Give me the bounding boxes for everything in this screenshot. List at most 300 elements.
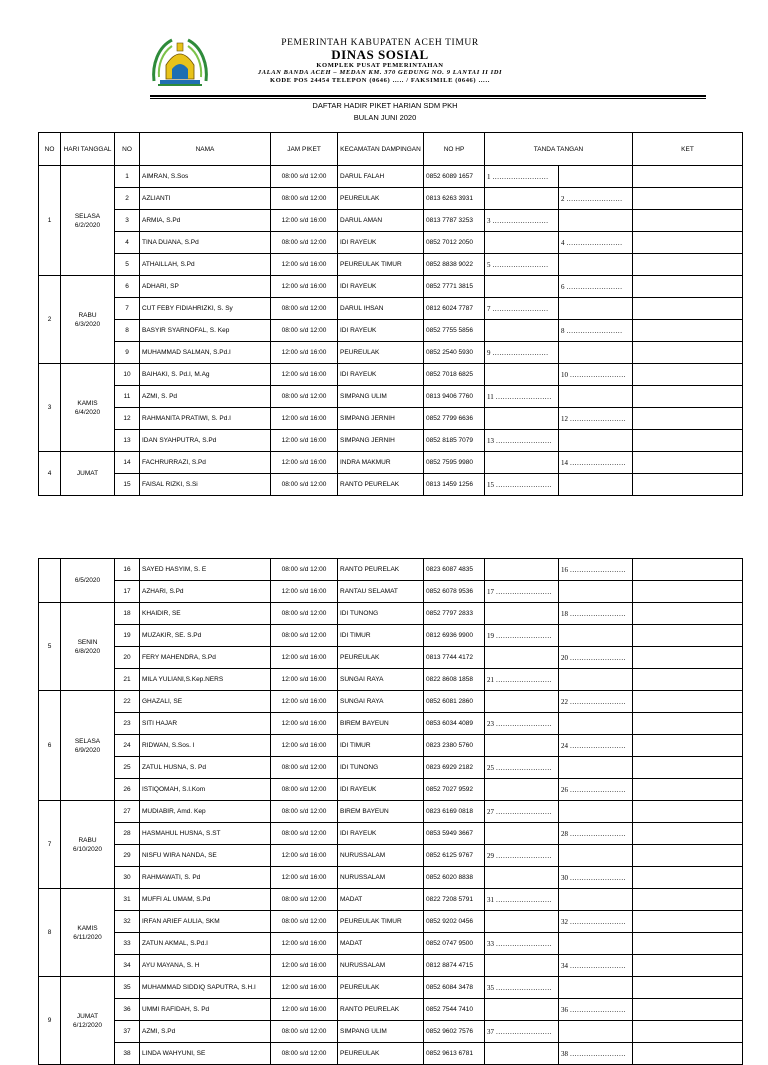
signature-slot-1[interactable]: 37 …………………… [485, 1021, 559, 1043]
person-name: GHAZALI, SE [140, 691, 271, 713]
phone-number: 0852 7012 2050 [424, 232, 485, 254]
district: SUNGAI RAYA [338, 691, 424, 713]
row-number: 35 [115, 977, 140, 999]
remarks-cell[interactable] [633, 801, 743, 823]
signature-slot-1[interactable] [485, 603, 559, 625]
group-date: 6/8/2020 [74, 647, 101, 655]
district: RANTO PEURELAK [338, 559, 424, 581]
shift-time: 12:00 s/d 16:00 [271, 276, 338, 298]
person-name: FERY MAHENDRA, S.Pd [140, 647, 271, 669]
signature-slot-1[interactable] [485, 911, 559, 933]
phone-number: 0823 2380 5760 [424, 735, 485, 757]
phone-number: 0852 7018 6825 [424, 364, 485, 386]
shift-time: 12:00 s/d 16:00 [271, 845, 338, 867]
group-date: 6/9/2020 [74, 746, 101, 754]
row-number: 25 [115, 757, 140, 779]
remarks-cell[interactable] [633, 386, 743, 408]
col-header-ket: KET [633, 133, 743, 166]
phone-number: 0852 6078 9536 [424, 581, 485, 603]
remarks-cell[interactable] [633, 977, 743, 999]
table-row [39, 889, 743, 911]
group-date: 6/2/2020 [74, 221, 101, 229]
remarks-cell[interactable] [633, 669, 743, 691]
person-name: SITI HAJAR [140, 713, 271, 735]
remarks-cell[interactable] [633, 559, 743, 581]
signature-slot-1[interactable]: 21 …………………… [485, 669, 559, 691]
phone-number: 0852 7755 5856 [424, 320, 485, 342]
remarks-cell[interactable] [633, 757, 743, 779]
remarks-cell[interactable] [633, 408, 743, 430]
shift-time: 08:00 s/d 12:00 [271, 166, 338, 188]
signature-slot-1[interactable] [485, 232, 559, 254]
signature-slot-1[interactable] [485, 1043, 559, 1065]
row-number: 23 [115, 713, 140, 735]
group-date: 6/12/2020 [73, 1021, 102, 1029]
district: SIMPANG ULIM [338, 1021, 424, 1043]
group-day: RABU [78, 836, 97, 844]
remarks-cell[interactable] [633, 999, 743, 1021]
person-name: AYU MAYANA, S. H [140, 955, 271, 977]
table-row [39, 867, 743, 889]
row-number: 3 [115, 210, 140, 232]
person-name: BASYIR SYARNOFAL, S. Kep [140, 320, 271, 342]
signature-slot-2[interactable]: 4 …………………… [559, 232, 633, 254]
header-government: PEMERINTAH KABUPATEN ACEH TIMUR [281, 38, 479, 48]
district: NURUSSALAM [338, 845, 424, 867]
table-header-row [39, 133, 743, 166]
signature-slot-1[interactable] [485, 955, 559, 977]
signature-slot-1[interactable]: 1 …………………… [485, 166, 559, 188]
shift-time: 08:00 s/d 12:00 [271, 823, 338, 845]
signature-slot-2[interactable]: 18 …………………… [559, 603, 633, 625]
shift-time: 12:00 s/d 16:00 [271, 933, 338, 955]
signature-slot-1[interactable]: 3 …………………… [485, 210, 559, 232]
row-number: 1 [115, 166, 140, 188]
signature-slot-2[interactable] [559, 845, 633, 867]
shift-time: 08:00 s/d 12:00 [271, 188, 338, 210]
remarks-cell[interactable] [633, 779, 743, 801]
row-number: 11 [115, 386, 140, 408]
district: PEUREULAK [338, 647, 424, 669]
table-row [39, 276, 743, 298]
group-day: RABU [78, 311, 97, 319]
shift-time: 12:00 s/d 16:00 [271, 867, 338, 889]
signature-slot-1[interactable] [485, 408, 559, 430]
table-row [39, 933, 743, 955]
table-row [39, 364, 743, 386]
signature-slot-1[interactable]: 31 …………………… [485, 889, 559, 911]
signature-slot-2[interactable] [559, 977, 633, 999]
header-rule [150, 95, 706, 97]
remarks-cell[interactable] [633, 254, 743, 276]
shift-time: 12:00 s/d 16:00 [271, 408, 338, 430]
district: DARUL AMAN [338, 210, 424, 232]
shift-time: 12:00 s/d 16:00 [271, 364, 338, 386]
phone-number: 0853 5949 3667 [424, 823, 485, 845]
remarks-cell[interactable] [633, 210, 743, 232]
phone-number: 0852 7797 2833 [424, 603, 485, 625]
shift-time: 08:00 s/d 12:00 [271, 779, 338, 801]
row-number: 6 [115, 276, 140, 298]
district: BIREM BAYEUN [338, 713, 424, 735]
shift-time: 12:00 s/d 16:00 [271, 254, 338, 276]
district: INDRA MAKMUR [338, 452, 424, 474]
shift-time: 08:00 s/d 12:00 [271, 1043, 338, 1065]
district: SIMPANG ULIM [338, 386, 424, 408]
row-number: 5 [115, 254, 140, 276]
row-number: 20 [115, 647, 140, 669]
shift-time: 08:00 s/d 12:00 [271, 320, 338, 342]
signature-slot-1[interactable] [485, 779, 559, 801]
signature-slot-2[interactable]: 26 …………………… [559, 779, 633, 801]
signature-slot-1[interactable] [485, 364, 559, 386]
phone-number: 0823 6929 2182 [424, 757, 485, 779]
person-name: ARMIA, S.Pd [140, 210, 271, 232]
shift-time: 12:00 s/d 16:00 [271, 669, 338, 691]
signature-slot-1[interactable]: 13 …………………… [485, 430, 559, 452]
group-number [39, 559, 61, 603]
phone-number: 0852 6125 9767 [424, 845, 485, 867]
phone-number: 0812 6024 7787 [424, 298, 485, 320]
phone-number: 0852 6020 8838 [424, 867, 485, 889]
district: IDI RAYEUK [338, 320, 424, 342]
remarks-cell[interactable] [633, 188, 743, 210]
signature-slot-2[interactable]: 6 …………………… [559, 276, 633, 298]
district: RANTAU SELAMAT [338, 581, 424, 603]
row-number: 28 [115, 823, 140, 845]
signature-slot-2[interactable]: 12 …………………… [559, 408, 633, 430]
group-day: SELASA [74, 212, 101, 220]
remarks-cell[interactable] [633, 625, 743, 647]
row-number: 4 [115, 232, 140, 254]
group-date: 6/4/2020 [74, 408, 101, 416]
row-number: 34 [115, 955, 140, 977]
signature-slot-2[interactable] [559, 933, 633, 955]
group-date: 6/5/2020 [74, 577, 101, 584]
phone-number: 0852 7595 9980 [424, 452, 485, 474]
row-number: 9 [115, 342, 140, 364]
remarks-cell[interactable] [633, 647, 743, 669]
table-row [39, 430, 743, 452]
phone-number: 0852 7027 9592 [424, 779, 485, 801]
phone-number: 0813 9406 7760 [424, 386, 485, 408]
shift-time: 12:00 s/d 16:00 [271, 977, 338, 999]
phone-number: 0852 9202 0456 [424, 911, 485, 933]
signature-slot-2[interactable]: 2 …………………… [559, 188, 633, 210]
signature-slot-1[interactable] [485, 647, 559, 669]
signature-slot-2[interactable]: 34 …………………… [559, 955, 633, 977]
signature-slot-1[interactable]: 5 …………………… [485, 254, 559, 276]
district: RANTO PEURELAK [338, 999, 424, 1021]
remarks-cell[interactable] [633, 713, 743, 735]
shift-time: 12:00 s/d 16:00 [271, 452, 338, 474]
table-row [39, 232, 743, 254]
shift-time: 12:00 s/d 16:00 [271, 430, 338, 452]
col-header-hp: NO HP [424, 133, 485, 166]
document-subtitle: BULAN JUNI 2020 [353, 113, 417, 122]
phone-number: 0852 9613 6781 [424, 1043, 485, 1065]
remarks-cell[interactable] [633, 276, 743, 298]
signature-slot-1[interactable]: 15 …………………… [485, 474, 559, 496]
table-row [39, 166, 743, 188]
header-rule-thin [150, 98, 706, 99]
signature-slot-2[interactable]: 36 …………………… [559, 999, 633, 1021]
table-row [39, 625, 743, 647]
row-number: 15 [115, 474, 140, 496]
district: IDI RAYEUK [338, 779, 424, 801]
signature-slot-2[interactable]: 30 …………………… [559, 867, 633, 889]
row-number: 21 [115, 669, 140, 691]
remarks-cell[interactable] [633, 581, 743, 603]
phone-number: 0852 7771 3815 [424, 276, 485, 298]
signature-slot-2[interactable] [559, 342, 633, 364]
signature-slot-1[interactable]: 19 …………………… [485, 625, 559, 647]
group-day-date [61, 691, 115, 801]
signature-slot-1[interactable] [485, 823, 559, 845]
district: MADAT [338, 933, 424, 955]
signature-slot-1[interactable]: 9 …………………… [485, 342, 559, 364]
person-name: RAHMANITA PRATIWI, S. Pd.I [140, 408, 271, 430]
header-agency: DINAS SOSIAL [331, 47, 429, 62]
shift-time: 12:00 s/d 16:00 [271, 691, 338, 713]
group-number: 6 [39, 691, 61, 801]
row-number: 17 [115, 581, 140, 603]
person-name: FACHRURRAZI, S.Pd [140, 452, 271, 474]
signature-slot-2[interactable] [559, 669, 633, 691]
row-number: 31 [115, 889, 140, 911]
signature-slot-1[interactable]: 35 …………………… [485, 977, 559, 999]
signature-slot-1[interactable] [485, 559, 559, 581]
person-name: AZMI, S.Pd [140, 1021, 271, 1043]
group-day-date [61, 364, 115, 452]
table-row [39, 452, 743, 474]
person-name: HASMAHUL HUSNA, S.ST [140, 823, 271, 845]
group-day-date [61, 801, 115, 889]
table-row [39, 977, 743, 999]
signature-slot-1[interactable]: 33 …………………… [485, 933, 559, 955]
signature-slot-2[interactable] [559, 713, 633, 735]
col-header-no2: NO [115, 133, 140, 166]
district: DARUL FALAH [338, 166, 424, 188]
signature-slot-2[interactable]: 16 …………………… [559, 559, 633, 581]
person-name: LINDA WAHYUNI, SE [140, 1043, 271, 1065]
remarks-cell[interactable] [633, 933, 743, 955]
district: PEUREULAK [338, 188, 424, 210]
row-number: 29 [115, 845, 140, 867]
table-row [39, 408, 743, 430]
remarks-cell[interactable] [633, 1043, 743, 1065]
phone-number: 0823 6087 4835 [424, 559, 485, 581]
signature-slot-2[interactable] [559, 166, 633, 188]
shift-time: 08:00 s/d 12:00 [271, 625, 338, 647]
signature-slot-2[interactable]: 20 …………………… [559, 647, 633, 669]
row-number: 37 [115, 1021, 140, 1043]
remarks-cell[interactable] [633, 955, 743, 977]
table-row [39, 386, 743, 408]
phone-number: 0812 8874 4715 [424, 955, 485, 977]
table-row [39, 911, 743, 933]
person-name: IRFAN ARIEF AULIA, SKM [140, 911, 271, 933]
table-row [39, 559, 743, 581]
col-header-kecamatan: KECAMATAN DAMPINGAN [338, 133, 424, 166]
group-day-date [61, 889, 115, 977]
remarks-cell[interactable] [633, 166, 743, 188]
signature-slot-2[interactable] [559, 581, 633, 603]
remarks-cell[interactable] [633, 298, 743, 320]
signature-slot-1[interactable] [485, 691, 559, 713]
signature-slot-1[interactable]: 29 …………………… [485, 845, 559, 867]
remarks-cell[interactable] [633, 889, 743, 911]
row-number: 7 [115, 298, 140, 320]
signature-slot-2[interactable]: 10 …………………… [559, 364, 633, 386]
col-header-no: NO [39, 133, 61, 166]
remarks-cell[interactable] [633, 430, 743, 452]
shift-time: 12:00 s/d 16:00 [271, 647, 338, 669]
person-name: BAIHAKI, S. Pd.I, M.Ag [140, 364, 271, 386]
signature-slot-2[interactable]: 28 …………………… [559, 823, 633, 845]
district: IDI RAYEUK [338, 823, 424, 845]
signature-slot-1[interactable] [485, 999, 559, 1021]
table-row [39, 779, 743, 801]
signature-slot-2[interactable] [559, 801, 633, 823]
group-day: JUMAT [76, 1012, 99, 1020]
signature-slot-2[interactable]: 38 …………………… [559, 1043, 633, 1065]
shift-time: 08:00 s/d 12:00 [271, 801, 338, 823]
signature-slot-1[interactable] [485, 320, 559, 342]
district: PEUREULAK [338, 342, 424, 364]
table-row [39, 603, 743, 625]
group-day-date [61, 276, 115, 364]
remarks-cell[interactable] [633, 603, 743, 625]
phone-number: 0813 7744 4172 [424, 647, 485, 669]
shift-time: 08:00 s/d 12:00 [271, 911, 338, 933]
table-row [39, 669, 743, 691]
signature-slot-1[interactable] [485, 188, 559, 210]
remarks-cell[interactable] [633, 845, 743, 867]
district: SUNGAI RAYA [338, 669, 424, 691]
signature-slot-2[interactable] [559, 298, 633, 320]
phone-number: 0852 2540 5930 [424, 342, 485, 364]
signature-slot-2[interactable] [559, 625, 633, 647]
group-day: KAMIS [77, 399, 98, 407]
district: IDI TUNONG [338, 603, 424, 625]
table-row [39, 647, 743, 669]
signature-slot-2[interactable] [559, 254, 633, 276]
header-address: JALAN BANDA ACEH – MEDAN KM. 370 GEDUNG NO. 9 LANTAI II IDI [257, 69, 503, 76]
document-title: DAFTAR HADIR PIKET HARIAN SDM PKH [312, 101, 458, 110]
person-name: TINA DUANA, S.Pd [140, 232, 271, 254]
person-name: KHAIDIR, SE [140, 603, 271, 625]
signature-slot-2[interactable] [559, 474, 633, 496]
shift-time: 08:00 s/d 12:00 [271, 386, 338, 408]
signature-slot-2[interactable]: 14 …………………… [559, 452, 633, 474]
signature-slot-1[interactable]: 7 …………………… [485, 298, 559, 320]
signature-slot-1[interactable]: 27 …………………… [485, 801, 559, 823]
remarks-cell[interactable] [633, 452, 743, 474]
remarks-cell[interactable] [633, 691, 743, 713]
signature-slot-1[interactable] [485, 452, 559, 474]
table-row [39, 474, 743, 496]
remarks-cell[interactable] [633, 474, 743, 496]
remarks-cell[interactable] [633, 867, 743, 889]
row-number: 16 [115, 559, 140, 581]
group-number: 7 [39, 801, 61, 889]
person-name: ADHARI, SP [140, 276, 271, 298]
signature-slot-2[interactable]: 24 …………………… [559, 735, 633, 757]
col-header-ttd: TANDA TANGAN [485, 133, 633, 166]
phone-number: 0813 1459 1256 [424, 474, 485, 496]
shift-time: 08:00 s/d 12:00 [271, 474, 338, 496]
col-header-nama: NAMA [140, 133, 271, 166]
person-name: ZATUN AKMAL, S.Pd.I [140, 933, 271, 955]
district: NURUSSALAM [338, 867, 424, 889]
signature-slot-2[interactable]: 8 …………………… [559, 320, 633, 342]
signature-slot-1[interactable]: 17 …………………… [485, 581, 559, 603]
district: DARUL IHSAN [338, 298, 424, 320]
group-number: 3 [39, 364, 61, 452]
row-number: 36 [115, 999, 140, 1021]
person-name: ISTIQOMAH, S.I.Kom [140, 779, 271, 801]
person-name: MUHAMMAD SALMAN, S.Pd.I [140, 342, 271, 364]
group-date: 6/10/2020 [73, 845, 102, 853]
remarks-cell[interactable] [633, 320, 743, 342]
phone-number: 0823 6169 0818 [424, 801, 485, 823]
district: PEUREULAK [338, 977, 424, 999]
remarks-cell[interactable] [633, 364, 743, 386]
phone-number: 0853 6034 4089 [424, 713, 485, 735]
signature-slot-1[interactable] [485, 735, 559, 757]
shift-time: 08:00 s/d 12:00 [271, 559, 338, 581]
table-row [39, 823, 743, 845]
row-number: 12 [115, 408, 140, 430]
signature-slot-1[interactable] [485, 867, 559, 889]
district: IDI RAYEUK [338, 276, 424, 298]
table-row [39, 342, 743, 364]
signature-slot-1[interactable]: 23 …………………… [485, 713, 559, 735]
signature-slot-2[interactable]: 22 …………………… [559, 691, 633, 713]
district: NURUSSALAM [338, 955, 424, 977]
signature-slot-1[interactable]: 11 …………………… [485, 386, 559, 408]
row-number: 26 [115, 779, 140, 801]
row-number: 30 [115, 867, 140, 889]
col-header-hari: HARI TANGGAL [61, 133, 115, 166]
shift-time: 08:00 s/d 12:00 [271, 889, 338, 911]
row-number: 22 [115, 691, 140, 713]
remarks-cell[interactable] [633, 911, 743, 933]
row-number: 38 [115, 1043, 140, 1065]
group-day-date [61, 452, 115, 496]
signature-slot-2[interactable]: 32 …………………… [559, 911, 633, 933]
remarks-cell[interactable] [633, 342, 743, 364]
signature-slot-1[interactable]: 25 …………………… [485, 757, 559, 779]
group-number: 1 [39, 166, 61, 276]
row-number: 32 [115, 911, 140, 933]
signature-slot-2[interactable] [559, 757, 633, 779]
remarks-cell[interactable] [633, 735, 743, 757]
signature-slot-2[interactable] [559, 210, 633, 232]
signature-slot-1[interactable] [485, 276, 559, 298]
row-number: 33 [115, 933, 140, 955]
signature-slot-2[interactable] [559, 430, 633, 452]
signature-slot-2[interactable] [559, 386, 633, 408]
shift-time: 12:00 s/d 16:00 [271, 735, 338, 757]
remarks-cell[interactable] [633, 823, 743, 845]
signature-slot-2[interactable] [559, 889, 633, 911]
table-row [39, 1043, 743, 1065]
remarks-cell[interactable] [633, 232, 743, 254]
table-row [39, 691, 743, 713]
district: IDI TIMUR [338, 625, 424, 647]
